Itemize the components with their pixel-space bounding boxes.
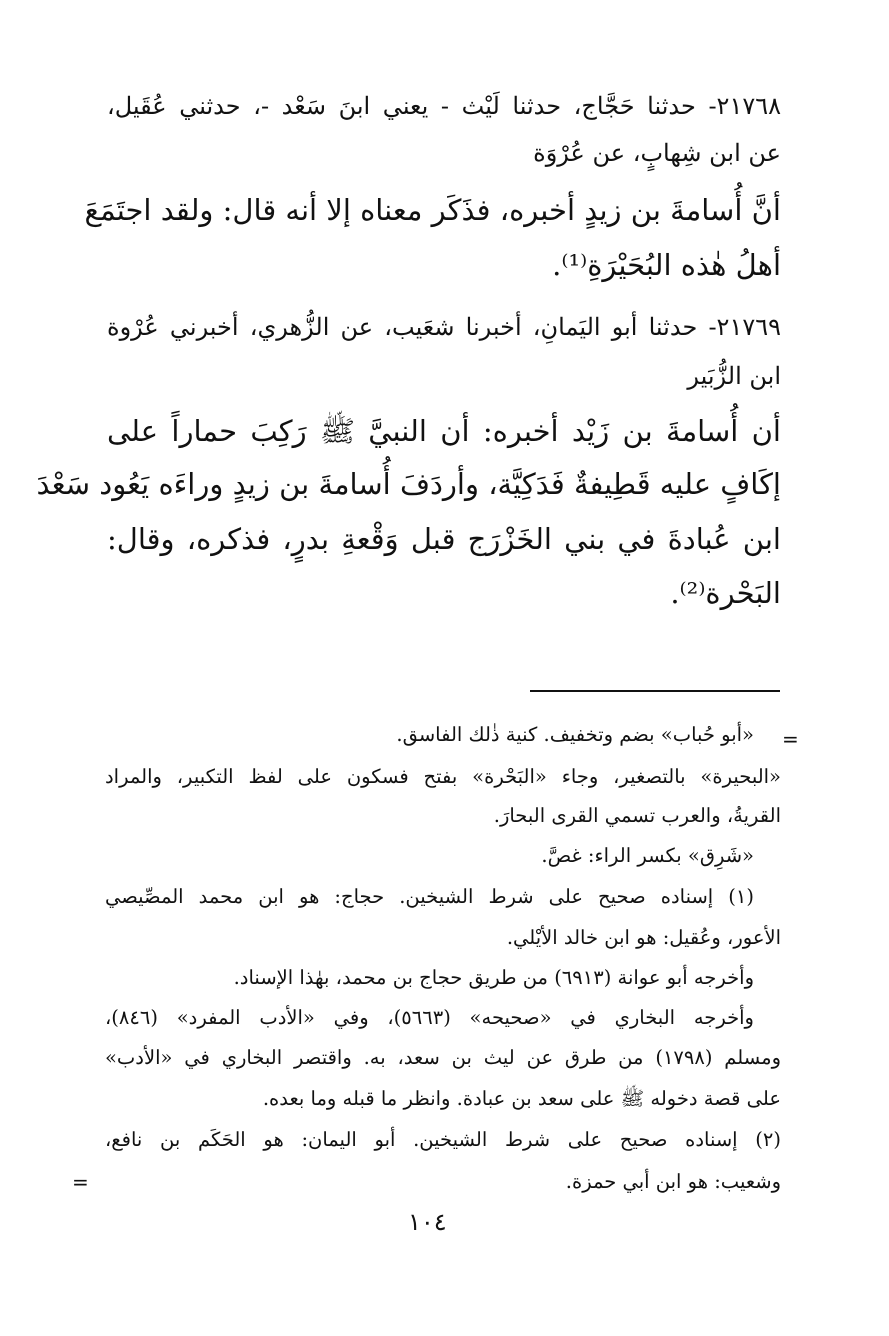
footnote-1-line-3: وأخرجه أبو عوانة (٦٩١٣) من طريق حجاج بن محمد، بهٰذا الإسناد. xyxy=(233,966,754,989)
footnote-1-line-4: وأخرجه البخاري في «صحيحه» (٥٦٦٣)، وفي «الأدب المفرد» (٨٤٦)، xyxy=(105,1006,754,1029)
footnote-1-line-2: الأعور، وعُقيل: هو ابن خالد الأيْلي. xyxy=(506,926,781,949)
hadith-21768-chain-line-1: ٢١٧٦٨- حدثنا حَجَّاج، حدثنا لَيْث - يعني ابنَ سَعْد -، حدثني عُقَيل، xyxy=(107,92,781,120)
footnote-separator xyxy=(530,690,780,692)
footnote-2-line-2: وشعيب: هو ابن أبي حمزة. xyxy=(565,1170,781,1193)
footnote-continuation-line-3: القريةُ، والعرب تسمي القرى البحارَ. xyxy=(493,804,781,827)
hadith-21769-text-line-1: أن أُسامةَ بن زَيْد أخبره: أن النبيَّ ﷺ رَكِبَ حماراً على xyxy=(107,414,781,448)
continuation-marker-top: = xyxy=(782,727,799,751)
continuation-marker-bottom: = xyxy=(72,1170,89,1194)
footnote-continuation-line-1: «أبو حُباب» بضم وتخفيف. كنية ذٰلك الفاسق. xyxy=(396,723,754,746)
footnote-continuation-line-4: «شَرِق» بكسر الراء: غصَّ. xyxy=(541,844,754,867)
hadith-21768-text-line-2: أهلُ هٰذه البُحَيْرَةِ⁽¹⁾. xyxy=(552,248,781,282)
footnote-1-line-5: ومسلم (١٧٩٨) من طرق عن ليث بن سعد، به. واقتصر البخاري في «الأدب» xyxy=(105,1046,781,1069)
hadith-21769-chain-line-1: ٢١٧٦٩- حدثنا أبو اليَمانِ، أخبرنا شعَيب، عن الزُّهري، أخبرني عُرْوة xyxy=(107,313,781,341)
page-number: ١٠٤ xyxy=(408,1208,447,1236)
footnote-2-line-1: (٢) إسناده صحيح على شرط الشيخين. أبو اليمان: هو الحَكَم بن نافع، xyxy=(105,1128,781,1151)
hadith-21769-text-line-2: إكَافٍ عليه قَطِيفةٌ فَدَكِيَّة، وأردَفَ أُسامةَ بن زيدٍ وراءَه يَعُود سَعْدَ xyxy=(36,467,781,501)
footnote-1-line-6: على قصة دخوله ﷺ على سعد بن عبادة. وانظر ما قبله وما بعده. xyxy=(262,1087,781,1110)
hadith-21769-text-line-4: البَحْرة⁽²⁾. xyxy=(670,576,781,610)
hadith-21768-chain-line-2: عن ابن شِهابٍ، عن عُرْوَة xyxy=(533,139,781,167)
hadith-21769-chain-line-2: ابن الزُّبَير xyxy=(687,362,781,390)
footnote-continuation-line-2: «البحيرة» بالتصغير، وجاء «البَحْرة» بفتح فسكون على لفظ التكبير، والمراد xyxy=(105,765,781,788)
footnote-1-line-1: (١) إسناده صحيح على شرط الشيخين. حجاج: هو ابن محمد المصِّيصي xyxy=(105,885,754,908)
hadith-21768-text-line-1: أنَّ أُسامةَ بن زيدٍ أخبره، فذَكَر معناه إلا أنه قال: ولقد اجتَمَعَ xyxy=(84,193,781,227)
hadith-21769-text-line-3: ابن عُبادةَ في بني الخَزْرَج قبل وَقْعةِ بدرٍ، فذكره، وقال: xyxy=(107,522,781,556)
